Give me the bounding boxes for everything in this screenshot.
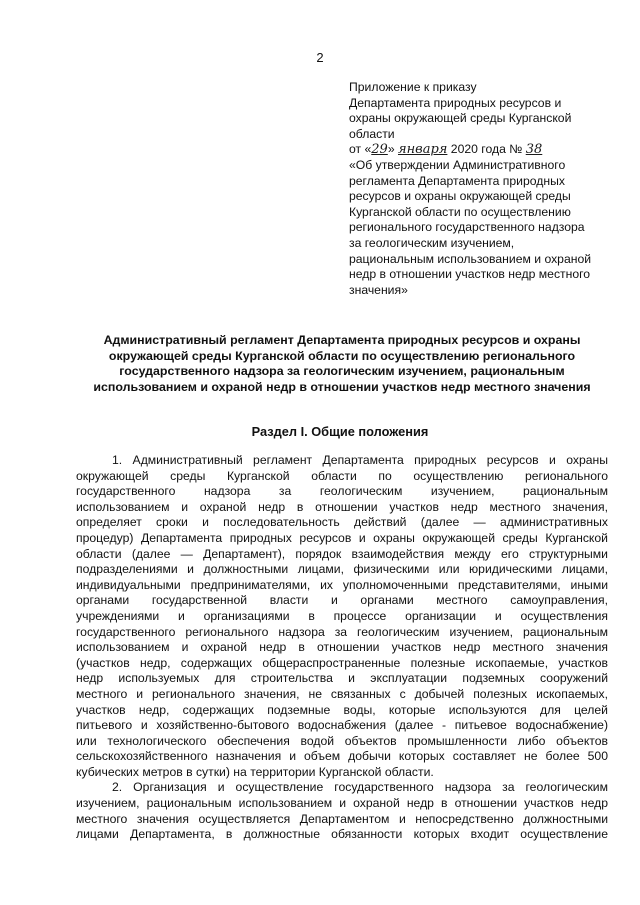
paragraph-line: лицами Департамента, в должностные обязанности которых входит осуществление (76, 827, 608, 842)
paragraph-line: недр используемых для строительства и эксплуатации подземных сооружений (76, 671, 608, 686)
paragraph-line: использованием и охраной недр в отношении участков недр местного значения (76, 640, 608, 655)
title-line: государственного надзора за геологическим изучением, рациональным (119, 364, 565, 379)
date-mid: » (387, 142, 398, 157)
paragraph-line: питьевого и хозяйственно-бытового водоснабжения (далее - питьевое водоснабжение) (76, 718, 608, 733)
paragraph-line: использованием и охраной недр в отношении участков недр местного значения, (76, 499, 608, 514)
annex-line: охраны окружающей среды Курганской (349, 111, 572, 126)
annex-line: области (349, 126, 395, 141)
paragraph-line: окружающей среды Курганской области по осуществлению регионального (76, 468, 608, 483)
paragraph-line: органами государственной власти и органами местного самоуправления, (76, 593, 608, 608)
paragraph-line: 1. Административный регламент Департамента природных ресурсов и охраны (112, 453, 608, 467)
title-line: окружающей среды Курганской области по осуществлению регионального (108, 348, 576, 363)
annex-date-line (349, 142, 611, 158)
handwritten-number: 38 (525, 142, 543, 158)
annex-about-line: недр в отношении участков недр местного (349, 267, 591, 282)
section-heading: Раздел I. Общие положения (251, 424, 429, 439)
document-body (76, 453, 608, 843)
paragraph-line: государственного надзора за геологическим изучением, рациональным (76, 484, 608, 499)
annex-line: Приложение к приказу (349, 80, 477, 94)
paragraph-line: подразделениями и должностными лицами, физическими или юридическими лицами, (76, 562, 608, 577)
title-line: Административный регламент Департамента природных ресурсов и охраны (103, 333, 581, 347)
annex-about-line: ресурсов и охраны окружающей среды (349, 189, 571, 204)
paragraph-line: 2. Организация и осуществление государственного надзора за геологическим (112, 780, 608, 795)
paragraph-line: области (далее — Департамент), порядок взаимодействия между его структурными (76, 546, 608, 561)
page-number: 2 (316, 50, 324, 65)
annex-about-line: значения» (349, 282, 408, 297)
handwritten-day: 29 (371, 142, 388, 158)
paragraph-line: индивидуальными предпринимателями, их уполномоченными представителями, иными (76, 577, 608, 592)
date-prefix: от « (349, 142, 372, 157)
title-line: использованием и охраной недр в отношении участков недр местного значения (93, 379, 591, 394)
paragraph-line: сельскохозяйственного назначения и объем добычи которых составляет не более 500 (76, 749, 608, 764)
annex-about-line: регионального государственного надзора (349, 220, 585, 235)
annex-about-line: рациональным использованием и охраной (349, 251, 592, 266)
paragraph-line: процедур) Департамента природных ресурсов и охраны окружающей среды Курганской (76, 530, 608, 545)
handwritten-month: января (397, 142, 448, 158)
paragraph-line: учреждениями и организациями в процессе организации и осуществления (76, 608, 608, 623)
document-title (62, 333, 622, 395)
annex-about-line: Курганской области по осуществлению (349, 204, 571, 219)
annex-about-line: за геологическим изучением, (349, 235, 515, 250)
paragraph-line: участков недр, содержащих подземные воды, которые используются для целей (76, 702, 608, 717)
annex-about-line: «Об утверждении Административного (349, 157, 566, 172)
paragraph-line: изучением, рациональным использованием и охраной недр в отношении участков недр (76, 796, 608, 811)
annex-line: Департамента природных ресурсов и (349, 95, 562, 110)
annex-block (349, 80, 611, 298)
paragraph-line: государственного регионального надзора за геологическим изучением, рациональным (76, 624, 608, 639)
paragraph-line: (участков недр, содержащих общераспространенные полезные ископаемые, участков (76, 655, 608, 670)
annex-about-line: регламента Департамента природных (349, 173, 565, 188)
paragraph-line: или технологического обеспечения водой объектов промышленности либо объектов (76, 733, 608, 748)
paragraph-line: определяет сроки и последовательность действий (далее — административных (76, 515, 608, 530)
paragraph-line: местного и регионального значения, не связанных с добычей полезных ископаемых, (76, 686, 608, 701)
paragraph-line: кубических метров в сутки) на территории Курганской области. (76, 764, 434, 779)
paragraph-line: местного значения осуществляется Департаментом и непосредственно должностными (76, 811, 608, 826)
date-year: 2020 года № (447, 142, 526, 157)
